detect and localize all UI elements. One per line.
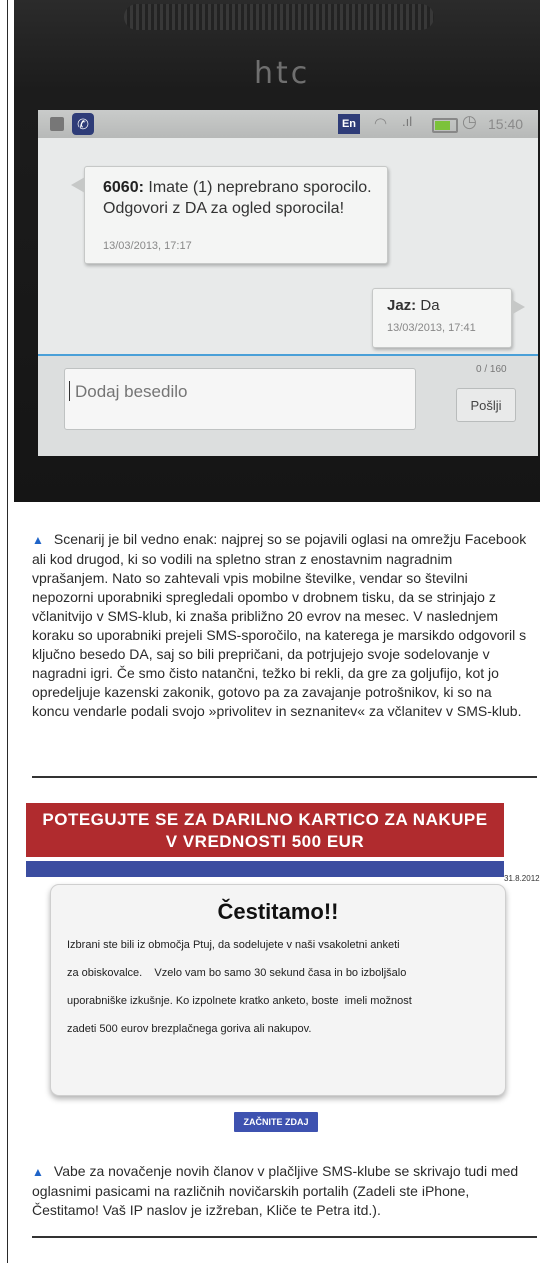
incoming-sms-text: [103, 177, 383, 219]
battery-icon: [432, 118, 458, 133]
triangle-bullet-icon: ▲: [32, 533, 44, 547]
incoming-sms-message: Imate (1) neprebrano sporocilo. Odgovori z DA za ogled sporocila!: [103, 179, 372, 217]
ad-banner-line2: V VREDNOSTI 500 EUR: [165, 832, 365, 851]
start-now-button[interactable]: ZAČNITE ZDAJ: [234, 1112, 318, 1132]
section-divider: [32, 776, 537, 778]
reply-sms-sender: Jaz:: [387, 297, 417, 314]
incoming-sms-sender: 6060:: [103, 179, 144, 196]
reply-sms-message: Da: [420, 297, 440, 314]
ad-card-line: zadeti 500 eurov brezplačnega goriva ali nakupov.: [67, 1023, 312, 1035]
signal-icon: .ıl: [402, 114, 413, 129]
alarm-icon: ◷: [462, 112, 477, 131]
ad-card-title: Čestitamo!!: [217, 899, 339, 924]
phone-screen: [38, 110, 538, 455]
caption-sms-scenario: [32, 530, 532, 721]
ad-card-line: uporabniške izkušnje. Ko izpolnete kratko anketo, boste imeli možnost: [67, 995, 412, 1007]
reply-sms-text: [387, 297, 440, 314]
incoming-sms-bubble[interactable]: [84, 166, 388, 264]
wifi-icon: ◠: [374, 115, 388, 132]
char-counter: 0 / 160: [476, 364, 507, 375]
ad-blue-bar: [26, 861, 504, 877]
ad-date: 31.8.2012: [504, 874, 540, 883]
notification-icon: [50, 117, 64, 131]
bottom-divider: [32, 1236, 537, 1238]
caption-ad-banners: [32, 1162, 532, 1220]
status-time: 15:40: [488, 116, 524, 132]
ad-card-line: Izbrani ste bili iz območja Ptuj, da sodelujete v naši vsakoletni anketi: [67, 939, 400, 951]
send-button[interactable]: Pošlji: [456, 388, 516, 422]
phone-speaker-grille: [124, 4, 434, 30]
left-column-rule: [7, 0, 8, 1263]
ad-card: [50, 884, 506, 1096]
compose-area: [38, 354, 538, 456]
scam-ad-screenshot: [14, 800, 540, 1140]
phone-photo: [14, 0, 540, 502]
caption-sms-scenario-text: Scenarij je bil vedno enak: najprej so se pojavili oglasi na omrežju Facebook ali kod drugod, ki so vodili na spletno stran z enostavnim nagradnim vprašanjem. Nato so zahtevali vpis mobilne številke, vendar so številni nepozorni uporabniki spregledali opombo v drobnem tisku, da se strinjajo z včlanitvijo v SMS-klub, ki znaša približno 20 evrov na mesec. V naslednjem koraku so uporabniki prejeli SMS-sporočilo, na katerega je marsikdo odgovoril s ključno besedo DA, saj so bili prepričani, da potrjujejo svoje sodelovanje v nagradni igri. Če smo čisto natančni, težko bi rekli, da gre za goljufijo, kot jo opredeljuje kazenski zakonik, gotovo pa za zavajanje potrošnikov, ki so na koncu vendarle podali svojo »privolitev in seznanitev« za včlanitev v SMS-klub.: [32, 531, 527, 719]
triangle-bullet-icon: ▲: [32, 1165, 44, 1179]
status-bar: [38, 110, 538, 138]
compose-field[interactable]: [64, 368, 416, 430]
phone-call-icon: ✆: [72, 113, 94, 135]
language-indicator: En: [338, 114, 360, 134]
ad-card-line: za obiskovalce. Vzelo vam bo samo 30 sekund časa in bo izboljšalo: [67, 967, 407, 979]
incoming-sms-date: 13/03/2013, 17:17: [103, 240, 192, 252]
reply-sms-bubble[interactable]: [372, 288, 512, 348]
phone-brand-logo: htc: [254, 56, 311, 91]
text-caret: [69, 381, 70, 401]
caption-ad-banners-text: Vabe za novačenje novih članov v plačljive SMS-klube se skrivajo tudi med oglasnimi pasicami na različnih novičarskih portalih (Zadeli ste iPhone, Čestitamo! Vaš IP naslov je izžreban, Kliče te Petra itd.).: [32, 1163, 519, 1218]
reply-sms-date: 13/03/2013, 17:41: [387, 322, 476, 334]
ad-banner-line1: POTEGUJTE SE ZA DARILNO KARTICO ZA NAKUPE: [42, 810, 488, 829]
ad-banner[interactable]: [26, 803, 504, 857]
compose-input[interactable]: [73, 377, 407, 407]
